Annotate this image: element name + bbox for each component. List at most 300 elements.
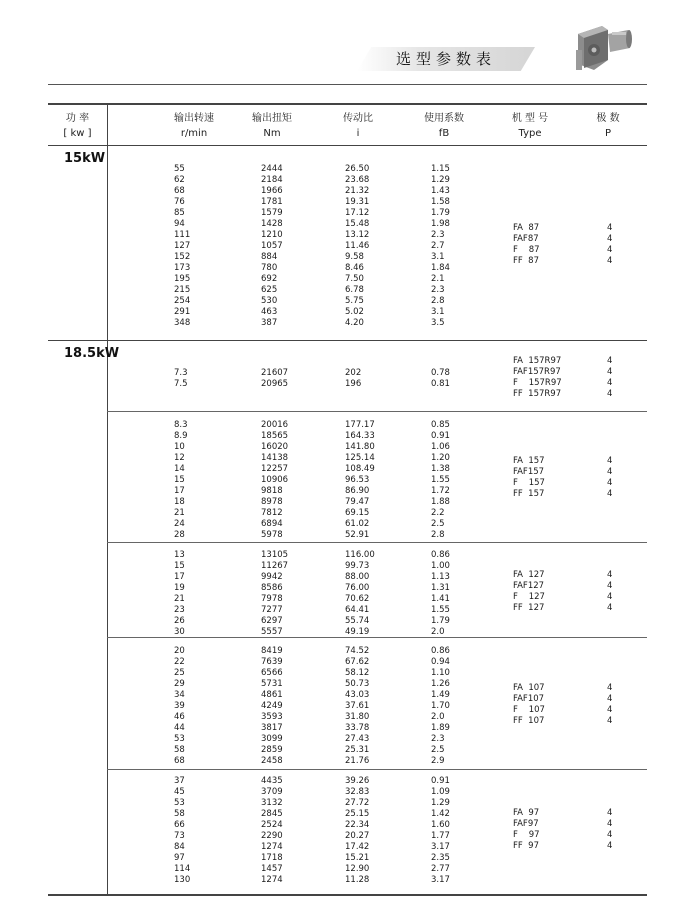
output-speed-cell: 66 (174, 820, 185, 830)
type-cell: FAF87 (513, 234, 539, 244)
type-cell: F 87 (513, 245, 540, 255)
ratio-cell: 55.74 (345, 616, 370, 626)
header-ratio: 传动比 i (343, 113, 373, 139)
output-speed-cell: 254 (174, 296, 191, 306)
output-speed-cell: 7.3 (174, 368, 188, 378)
output-speed-cell: 20 (174, 646, 185, 656)
service-factor-cell: 2.77 (431, 864, 450, 874)
service-factor-cell: 1.20 (431, 453, 450, 463)
service-factor-cell: 2.5 (431, 745, 445, 755)
service-factor-cell: 2.3 (431, 734, 445, 744)
output-speed-cell: 25 (174, 668, 185, 678)
output-speed-cell: 15 (174, 475, 185, 485)
output-speed-cell: 111 (174, 230, 191, 240)
output-torque-cell: 1579 (261, 208, 283, 218)
output-torque-cell: 780 (261, 263, 278, 273)
poles-cell: 4 (607, 256, 613, 266)
type-cell: F 157R97 (513, 378, 562, 388)
type-column (513, 356, 562, 400)
service-factor-cell: 2.35 (431, 853, 450, 863)
ratio-cell: 70.62 (345, 594, 370, 604)
ratio-cell: 22.34 (345, 820, 370, 830)
output-torque-cell: 5731 (261, 679, 283, 689)
output-torque-cell: 2458 (261, 756, 283, 766)
power-label-18-5kw: 18.5kW (64, 346, 120, 361)
output-torque-cell: 16020 (261, 442, 289, 452)
poles-cell: 4 (607, 389, 613, 399)
output-torque-cell: 9818 (261, 486, 283, 496)
ratio-cell: 125.14 (345, 453, 375, 463)
output-torque-cell: 1210 (261, 230, 283, 240)
header-divider (48, 145, 647, 146)
poles-column (607, 808, 612, 852)
type-column (513, 570, 545, 614)
output-speed-cell: 8.9 (174, 431, 188, 441)
service-factor-column (431, 420, 450, 541)
service-factor-cell: 1.98 (431, 219, 450, 229)
type-cell: FA 157 (513, 456, 545, 466)
poles-cell: 4 (607, 378, 613, 388)
output-torque-cell: 7639 (261, 657, 283, 667)
output-speed-cell: 114 (174, 864, 191, 874)
poles-cell: 4 (607, 245, 613, 255)
type-cell: FA 107 (513, 683, 545, 693)
output-torque-cell: 692 (261, 274, 278, 284)
poles-cell: 4 (607, 603, 613, 613)
output-torque-column (261, 646, 283, 767)
group-divider (107, 769, 647, 770)
ratio-cell: 33.78 (345, 723, 370, 733)
poles-cell: 4 (607, 581, 613, 591)
output-speed-cell: 53 (174, 798, 185, 808)
service-factor-cell: 2.0 (431, 627, 445, 637)
service-factor-cell: 1.29 (431, 175, 450, 185)
output-speed-column (174, 368, 188, 390)
output-torque-cell: 2184 (261, 175, 283, 185)
ratio-cell: 7.50 (345, 274, 364, 284)
ratio-cell: 6.78 (345, 285, 364, 295)
ratio-cell: 5.02 (345, 307, 364, 317)
service-factor-cell: 1.77 (431, 831, 450, 841)
output-torque-cell: 530 (261, 296, 278, 306)
type-column (513, 808, 540, 852)
output-torque-cell: 2859 (261, 745, 283, 755)
output-speed-cell: 17 (174, 572, 185, 582)
output-speed-cell: 13 (174, 550, 185, 560)
ratio-cell: 88.00 (345, 572, 370, 582)
output-speed-cell: 348 (174, 318, 191, 328)
output-torque-cell: 7978 (261, 594, 283, 604)
output-speed-cell: 15 (174, 561, 185, 571)
type-cell: FA 127 (513, 570, 545, 580)
output-torque-cell: 7277 (261, 605, 283, 615)
output-speed-cell: 152 (174, 252, 191, 262)
output-torque-cell: 11267 (261, 561, 289, 571)
service-factor-cell: 1.79 (431, 208, 450, 218)
ratio-cell: 19.31 (345, 197, 370, 207)
ratio-cell: 25.15 (345, 809, 370, 819)
poles-cell: 4 (607, 819, 613, 829)
output-torque-cell: 5978 (261, 530, 283, 540)
output-torque-cell: 8419 (261, 646, 283, 656)
output-torque-cell: 3709 (261, 787, 283, 797)
ratio-cell: 99.73 (345, 561, 370, 571)
ratio-cell: 74.52 (345, 646, 370, 656)
output-torque-cell: 20965 (261, 379, 289, 389)
output-torque-cell: 8978 (261, 497, 283, 507)
service-factor-cell: 1.06 (431, 442, 450, 452)
type-cell: FA 97 (513, 808, 540, 818)
power-section-divider (48, 340, 647, 341)
output-torque-cell: 12257 (261, 464, 289, 474)
output-speed-cell: 30 (174, 627, 185, 637)
output-torque-column (261, 164, 283, 329)
output-torque-cell: 3099 (261, 734, 283, 744)
output-torque-cell: 1457 (261, 864, 283, 874)
service-factor-cell: 1.31 (431, 583, 450, 593)
output-speed-cell: 94 (174, 219, 185, 229)
header-poles: 极 数 P (596, 113, 620, 139)
service-factor-cell: 1.60 (431, 820, 450, 830)
output-torque-cell: 6894 (261, 519, 283, 529)
service-factor-cell: 0.86 (431, 550, 450, 560)
output-speed-cell: 17 (174, 486, 185, 496)
ratio-cell: 49.19 (345, 627, 370, 637)
poles-cell: 4 (607, 705, 613, 715)
group-divider (107, 637, 647, 638)
output-speed-column (174, 550, 185, 638)
service-factor-column (431, 368, 450, 390)
service-factor-cell: 2.3 (431, 285, 445, 295)
output-speed-cell: 127 (174, 241, 191, 251)
poles-column (607, 223, 612, 267)
service-factor-cell: 2.7 (431, 241, 445, 251)
output-speed-cell: 55 (174, 164, 185, 174)
type-cell: FA 87 (513, 223, 540, 233)
ratio-cell: 108.49 (345, 464, 375, 474)
output-torque-column (261, 368, 288, 390)
service-factor-cell: 1.41 (431, 594, 450, 604)
type-cell: FAF97 (513, 819, 539, 829)
output-speed-cell: 58 (174, 809, 185, 819)
type-cell: F 157 (513, 478, 545, 488)
service-factor-cell: 1.72 (431, 486, 450, 496)
service-factor-column (431, 776, 450, 886)
poles-cell: 4 (607, 808, 613, 818)
output-torque-cell: 1781 (261, 197, 283, 207)
poles-cell: 4 (607, 356, 613, 366)
gear-reducer-image (572, 20, 632, 76)
output-torque-cell: 4435 (261, 776, 283, 786)
ratio-cell: 17.42 (345, 842, 370, 852)
service-factor-cell: 2.5 (431, 519, 445, 529)
ratio-cell: 12.90 (345, 864, 370, 874)
ratio-cell: 8.46 (345, 263, 364, 273)
poles-column (607, 570, 612, 614)
output-torque-cell: 4861 (261, 690, 283, 700)
service-factor-cell: 1.79 (431, 616, 450, 626)
ratio-cell: 15.48 (345, 219, 370, 229)
output-torque-cell: 6566 (261, 668, 283, 678)
ratio-cell: 64.41 (345, 605, 370, 615)
output-torque-cell: 1428 (261, 219, 283, 229)
header-output-torque: 输出扭矩 Nm (252, 113, 292, 139)
output-torque-cell: 8586 (261, 583, 283, 593)
output-torque-cell: 1274 (261, 842, 283, 852)
type-cell: FF 127 (513, 603, 545, 613)
service-factor-cell: 0.94 (431, 657, 450, 667)
ratio-cell: 58.12 (345, 668, 370, 678)
output-torque-cell: 13105 (261, 550, 289, 560)
ratio-column (345, 550, 375, 638)
service-factor-cell: 1.49 (431, 690, 450, 700)
output-speed-cell: 58 (174, 745, 185, 755)
output-torque-cell: 3132 (261, 798, 283, 808)
output-torque-cell: 2290 (261, 831, 283, 841)
ratio-cell: 69.15 (345, 508, 370, 518)
ratio-column (345, 776, 369, 886)
output-speed-cell: 34 (174, 690, 185, 700)
ratio-cell: 67.62 (345, 657, 370, 667)
output-torque-cell: 18565 (261, 431, 289, 441)
output-torque-cell: 9942 (261, 572, 283, 582)
poles-cell: 4 (607, 592, 613, 602)
ratio-cell: 26.50 (345, 164, 370, 174)
ratio-cell: 25.31 (345, 745, 370, 755)
service-factor-cell: 0.78 (431, 368, 450, 378)
ratio-cell: 20.27 (345, 831, 370, 841)
output-torque-cell: 14138 (261, 453, 289, 463)
output-speed-cell: 45 (174, 787, 185, 797)
type-cell: FAF107 (513, 694, 545, 704)
service-factor-cell: 1.70 (431, 701, 450, 711)
poles-cell: 4 (607, 830, 613, 840)
output-speed-cell: 53 (174, 734, 185, 744)
service-factor-cell: 2.3 (431, 230, 445, 240)
ratio-cell: 37.61 (345, 701, 370, 711)
poles-column (607, 683, 612, 727)
ratio-cell: 196 (345, 379, 362, 389)
ratio-cell: 15.21 (345, 853, 370, 863)
output-torque-cell: 1966 (261, 186, 283, 196)
output-speed-cell: 44 (174, 723, 185, 733)
service-factor-cell: 0.91 (431, 776, 450, 786)
poles-cell: 4 (607, 489, 613, 499)
service-factor-cell: 3.1 (431, 307, 445, 317)
ratio-cell: 164.33 (345, 431, 375, 441)
output-speed-cell: 291 (174, 307, 191, 317)
output-torque-cell: 1718 (261, 853, 283, 863)
output-torque-column (261, 420, 288, 541)
output-speed-cell: 73 (174, 831, 185, 841)
header-service-factor: 使用系数 fB (424, 113, 464, 139)
service-factor-cell: 3.1 (431, 252, 445, 262)
type-cell: FF 87 (513, 256, 539, 266)
ratio-cell: 21.32 (345, 186, 370, 196)
service-factor-cell: 1.15 (431, 164, 450, 174)
service-factor-cell: 2.0 (431, 712, 445, 722)
service-factor-cell: 2.2 (431, 508, 445, 518)
ratio-cell: 31.80 (345, 712, 370, 722)
output-speed-cell: 85 (174, 208, 185, 218)
type-cell: FAF127 (513, 581, 545, 591)
ratio-cell: 141.80 (345, 442, 375, 452)
ratio-cell: 32.83 (345, 787, 370, 797)
output-torque-cell: 3817 (261, 723, 283, 733)
type-column (513, 456, 545, 500)
output-torque-cell: 625 (261, 285, 278, 295)
output-speed-cell: 10 (174, 442, 185, 452)
output-speed-cell: 23 (174, 605, 185, 615)
poles-cell: 4 (607, 234, 613, 244)
output-speed-cell: 39 (174, 701, 185, 711)
output-torque-cell: 463 (261, 307, 278, 317)
output-speed-cell: 173 (174, 263, 191, 273)
output-torque-cell: 20016 (261, 420, 289, 430)
ratio-cell: 23.68 (345, 175, 370, 185)
service-factor-cell: 1.89 (431, 723, 450, 733)
ratio-cell: 202 (345, 368, 362, 378)
output-torque-column (261, 776, 283, 886)
type-cell: FAF157R97 (513, 367, 561, 377)
service-factor-cell: 3.17 (431, 875, 450, 885)
output-torque-cell: 10906 (261, 475, 289, 485)
type-cell: FF 97 (513, 841, 539, 851)
ratio-column (345, 164, 369, 329)
ratio-cell: 177.17 (345, 420, 375, 430)
service-factor-cell: 1.00 (431, 561, 450, 571)
ratio-cell: 13.12 (345, 230, 370, 240)
ratio-cell: 43.03 (345, 690, 370, 700)
ratio-cell: 11.28 (345, 875, 370, 885)
output-torque-cell: 21607 (261, 368, 289, 378)
ratio-cell: 61.02 (345, 519, 370, 529)
type-cell: FF 107 (513, 716, 545, 726)
output-speed-column (174, 420, 188, 541)
service-factor-cell: 1.88 (431, 497, 450, 507)
header-output-speed: 输出转速 r/min (174, 113, 214, 139)
output-speed-cell: 215 (174, 285, 191, 295)
service-factor-cell: 1.55 (431, 605, 450, 615)
ratio-cell: 52.91 (345, 530, 370, 540)
ratio-cell: 116.00 (345, 550, 375, 560)
output-speed-cell: 46 (174, 712, 185, 722)
service-factor-cell: 2.9 (431, 756, 445, 766)
output-torque-cell: 6297 (261, 616, 283, 626)
output-speed-cell: 21 (174, 508, 185, 518)
output-speed-cell: 97 (174, 853, 185, 863)
output-torque-cell: 4249 (261, 701, 283, 711)
ratio-column (345, 420, 375, 541)
ratio-cell: 5.75 (345, 296, 364, 306)
output-speed-cell: 195 (174, 274, 191, 284)
poles-cell: 4 (607, 223, 613, 233)
selection-parameter-table (48, 103, 647, 896)
service-factor-cell: 0.81 (431, 379, 450, 389)
poles-cell: 4 (607, 478, 613, 488)
output-speed-cell: 21 (174, 594, 185, 604)
header-type: 机 型 号 Type (511, 113, 549, 139)
table-header-row (48, 105, 647, 145)
service-factor-cell: 1.29 (431, 798, 450, 808)
ratio-column (345, 368, 361, 390)
service-factor-cell: 1.09 (431, 787, 450, 797)
output-torque-cell: 7812 (261, 508, 283, 518)
output-speed-cell: 68 (174, 756, 185, 766)
service-factor-cell: 0.86 (431, 646, 450, 656)
output-torque-cell: 2845 (261, 809, 283, 819)
ratio-cell: 21.76 (345, 756, 370, 766)
output-torque-cell: 387 (261, 318, 278, 328)
output-speed-cell: 37 (174, 776, 185, 786)
type-cell: FAF157 (513, 467, 545, 477)
poles-cell: 4 (607, 716, 613, 726)
service-factor-cell: 2.8 (431, 296, 445, 306)
header-rule (48, 84, 647, 85)
type-cell: FF 157R97 (513, 389, 562, 399)
poles-cell: 4 (607, 683, 613, 693)
output-torque-cell: 3593 (261, 712, 283, 722)
service-factor-column (431, 164, 450, 329)
poles-cell: 4 (607, 467, 613, 477)
output-speed-column (174, 776, 190, 886)
output-speed-cell: 19 (174, 583, 185, 593)
type-cell: FF 157 (513, 489, 545, 499)
service-factor-cell: 2.8 (431, 530, 445, 540)
service-factor-cell: 1.43 (431, 186, 450, 196)
header-power: 功 率 [ kw ] (63, 113, 92, 139)
output-speed-cell: 26 (174, 616, 185, 626)
power-label-15kw: 15kW (64, 151, 106, 166)
service-factor-column (431, 550, 450, 638)
service-factor-cell: 1.13 (431, 572, 450, 582)
service-factor-cell: 1.10 (431, 668, 450, 678)
type-cell: F 127 (513, 592, 545, 602)
ratio-cell: 86.90 (345, 486, 370, 496)
service-factor-cell: 1.26 (431, 679, 450, 689)
output-speed-cell: 68 (174, 186, 185, 196)
ratio-cell: 27.43 (345, 734, 370, 744)
output-speed-cell: 29 (174, 679, 185, 689)
output-speed-column (174, 164, 190, 329)
type-cell: FA 157R97 (513, 356, 562, 366)
ratio-cell: 9.58 (345, 252, 364, 262)
poles-cell: 4 (607, 694, 613, 704)
service-factor-cell: 1.84 (431, 263, 450, 273)
output-torque-cell: 2524 (261, 820, 283, 830)
service-factor-column (431, 646, 450, 767)
ratio-cell: 11.46 (345, 241, 370, 251)
output-torque-cell: 2444 (261, 164, 283, 174)
service-factor-cell: 1.58 (431, 197, 450, 207)
ratio-cell: 50.73 (345, 679, 370, 689)
output-speed-cell: 8.3 (174, 420, 188, 430)
group-divider (107, 411, 647, 412)
output-speed-cell: 14 (174, 464, 185, 474)
output-torque-cell: 884 (261, 252, 278, 262)
service-factor-cell: 1.55 (431, 475, 450, 485)
ratio-cell: 76.00 (345, 583, 370, 593)
output-torque-cell: 1057 (261, 241, 283, 251)
type-column (513, 683, 545, 727)
column-divider (107, 105, 108, 894)
group-divider (107, 542, 647, 543)
service-factor-cell: 2.1 (431, 274, 445, 284)
service-factor-cell: 3.17 (431, 842, 450, 852)
service-factor-cell: 1.38 (431, 464, 450, 474)
output-torque-column (261, 550, 288, 638)
ratio-cell: 39.26 (345, 776, 370, 786)
